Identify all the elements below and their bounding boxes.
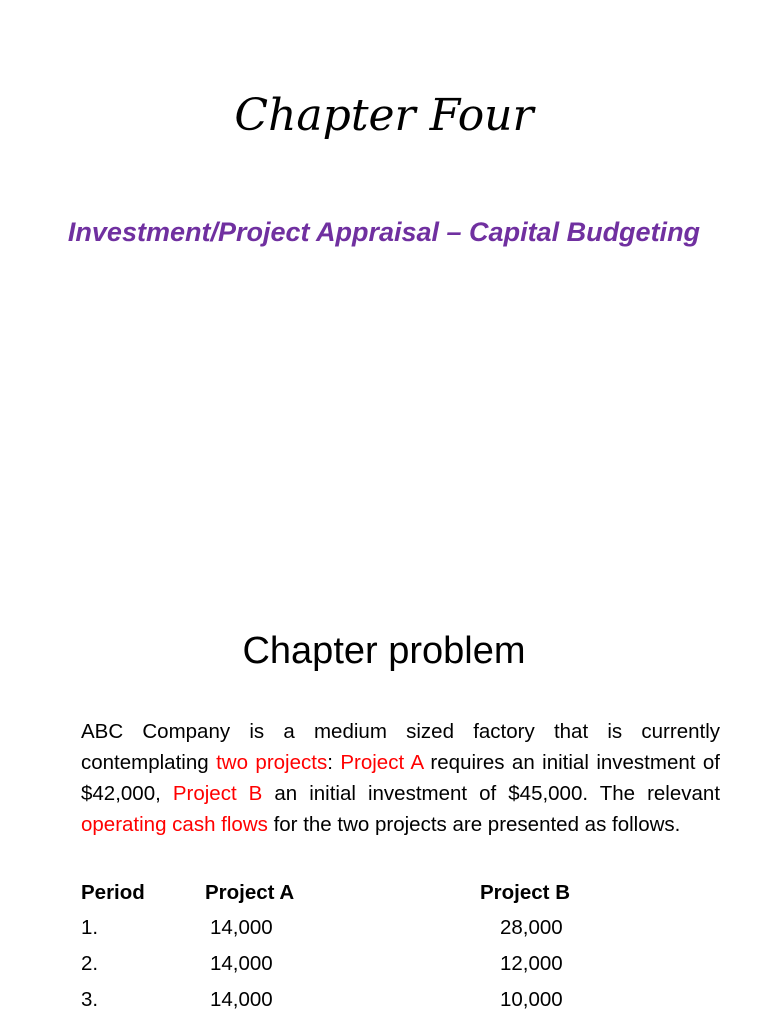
- header-project-a: Project A: [205, 881, 295, 904]
- project-b-cell: 10,000: [500, 988, 563, 1011]
- table-header-row: [81, 876, 720, 910]
- project-a-cell: 14,000: [210, 916, 273, 939]
- highlight-project-b: Project B: [172, 782, 263, 805]
- cash-flow-table: [81, 876, 720, 1018]
- chapter-title: Chapter Four: [234, 90, 534, 141]
- header-project-b: Project B: [480, 881, 570, 904]
- paragraph-text: for the two projects are presented as follows.: [267, 813, 681, 836]
- header-period: Period: [81, 881, 145, 904]
- project-b-cell: 28,000: [500, 916, 563, 939]
- table-row: [81, 982, 720, 1018]
- paragraph-text: an initial investment of $45,000. The relevant: [262, 782, 721, 805]
- table-row: [81, 910, 720, 946]
- period-cell: 3.: [81, 988, 99, 1011]
- highlight-operating-cash-flows: operating cash flows: [81, 813, 268, 836]
- highlight-two-projects: two projects: [216, 751, 328, 774]
- project-a-cell: 14,000: [210, 952, 273, 975]
- project-a-cell: 14,000: [210, 988, 273, 1011]
- table-row: [81, 946, 720, 982]
- problem-paragraph: [81, 716, 720, 840]
- period-cell: 1.: [81, 916, 99, 939]
- period-cell: 2.: [81, 952, 99, 975]
- highlight-project-a: Project A: [340, 751, 423, 774]
- paragraph-text: :: [327, 751, 341, 774]
- paragraph-text: requires an initial investment of $42,000,: [81, 751, 720, 805]
- project-b-cell: 12,000: [500, 952, 563, 975]
- problem-title: Chapter problem: [242, 630, 526, 672]
- chapter-subtitle: Investment/Project Appraisal – Capital Budgeting: [67, 217, 701, 247]
- paragraph-text: ABC Company is a medium sized factory that is currently contemplating: [81, 720, 720, 774]
